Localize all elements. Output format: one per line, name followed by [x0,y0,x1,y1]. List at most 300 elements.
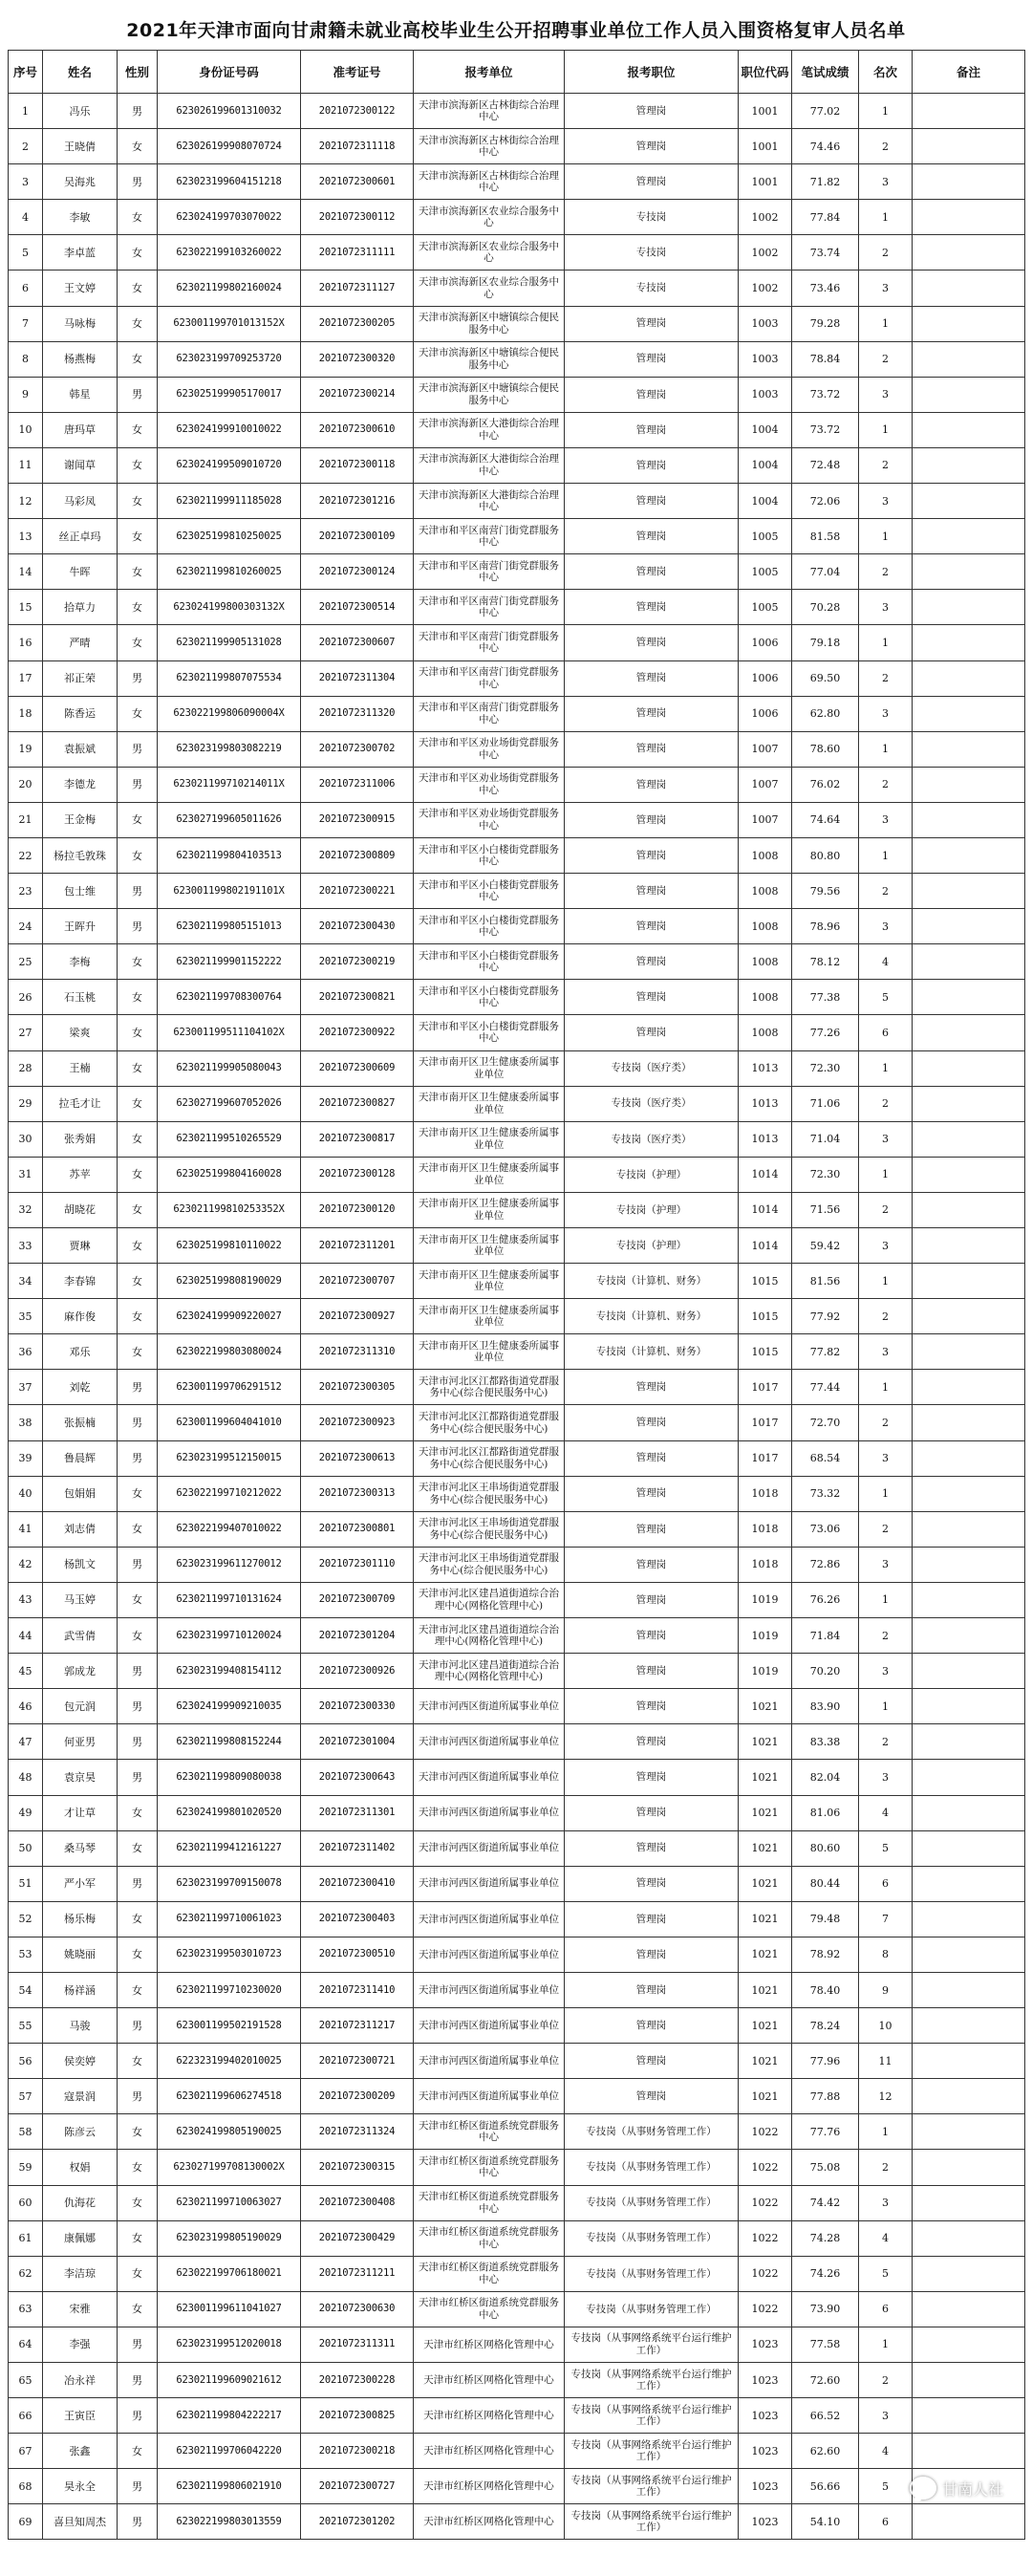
cell-exam-number: 2021072300122 [301,94,414,129]
cell-position: 管理岗 [565,164,739,200]
cell-score: 72.60 [792,2363,859,2398]
cell-position: 管理岗 [565,554,739,590]
cell-rank: 1 [859,1050,913,1086]
cell-id-number: 622323199402010025 [158,2044,301,2079]
cell-index: 52 [9,1901,43,1937]
table-row [9,1511,1025,1547]
cell-name: 杨祥涵 [43,1972,118,2007]
cell-position-code: 1021 [739,1795,792,1830]
cell-index: 24 [9,909,43,944]
cell-index: 33 [9,1228,43,1264]
cell-name: 马咏梅 [43,306,118,341]
table-row [9,2079,1025,2114]
cell-score: 54.10 [792,2504,859,2540]
cell-id-number: 623001199701013152X [158,306,301,341]
cell-name: 祁正荣 [43,660,118,696]
cell-unit: 天津市红桥区网格化管理中心 [414,2504,565,2540]
cell-name: 王文婷 [43,271,118,306]
cell-position: 专技岗 [565,271,739,306]
cell-position-code: 1022 [739,2185,792,2220]
cell-unit: 天津市和平区小白楼街党群服务中心 [414,944,565,980]
cell-position-code: 1003 [739,306,792,341]
cell-position: 管理岗 [565,94,739,129]
cell-gender: 男 [118,1760,158,1795]
cell-gender: 男 [118,1370,158,1405]
cell-index: 47 [9,1724,43,1760]
cell-position-code: 1003 [739,377,792,412]
cell-gender: 女 [118,1086,158,1121]
cell-id-number: 623021199805151013 [158,909,301,944]
cell-score: 83.90 [792,1689,859,1724]
cell-remark [913,2008,1025,2044]
cell-score: 78.12 [792,944,859,980]
cell-index: 17 [9,660,43,696]
cell-remark [913,271,1025,306]
cell-index: 15 [9,590,43,625]
table-row [9,625,1025,660]
cell-remark [913,2044,1025,2079]
cell-remark [913,2398,1025,2434]
table-row [9,944,1025,980]
table-row [9,554,1025,590]
cell-position-code: 1005 [739,554,792,590]
cell-rank: 7 [859,1901,913,1937]
cell-unit: 天津市滨海新区中塘镇综合便民服务中心 [414,341,565,377]
cell-gender: 女 [118,306,158,341]
cell-id-number: 623024199909220027 [158,1299,301,1334]
cell-remark [913,519,1025,554]
cell-exam-number: 2021072311111 [301,235,414,271]
cell-remark [913,980,1025,1015]
cell-name: 严晴 [43,625,118,660]
cell-exam-number: 2021072300643 [301,1760,414,1795]
table-row [9,1015,1025,1050]
cell-exam-number: 2021072300128 [301,1157,414,1192]
header-id-number: 身份证号码 [158,51,301,94]
cell-score: 78.60 [792,731,859,767]
cell-name: 杨乐梅 [43,1901,118,1937]
cell-position-code: 1008 [739,944,792,980]
cell-unit: 天津市和平区南营门街党群服务中心 [414,696,565,731]
cell-position: 管理岗 [565,1476,739,1511]
cell-position: 管理岗 [565,590,739,625]
cell-id-number: 623023199803082219 [158,731,301,767]
table-row [9,1157,1025,1192]
cell-remark [913,696,1025,731]
cell-rank: 5 [859,1830,913,1866]
cell-score: 74.42 [792,2185,859,2220]
cell-score: 62.80 [792,696,859,731]
cell-unit: 天津市红桥区街道系统党群服务中心 [414,2185,565,2220]
cell-index: 5 [9,235,43,271]
cell-id-number: 623023199503010723 [158,1937,301,1972]
cell-id-number: 623021199810253352X [158,1192,301,1227]
cell-position: 管理岗 [565,2044,739,2079]
cell-name: 鲁晨辉 [43,1440,118,1476]
cell-exam-number: 2021072311324 [301,2114,414,2150]
cell-gender: 女 [118,696,158,731]
table-row [9,484,1025,519]
table-row [9,341,1025,377]
cell-gender: 女 [118,1511,158,1547]
cell-name: 杨拉毛敦珠 [43,837,118,873]
cell-rank: 1 [859,2114,913,2150]
cell-unit: 天津市南开区卫生健康委所属事业单位 [414,1299,565,1334]
cell-position-code: 1004 [739,412,792,447]
cell-position-code: 1017 [739,1440,792,1476]
cell-position-code: 1022 [739,2220,792,2256]
cell-index: 44 [9,1618,43,1654]
cell-position: 专技岗（护理） [565,1192,739,1227]
cell-rank: 3 [859,164,913,200]
cell-score: 78.84 [792,341,859,377]
cell-gender: 男 [118,164,158,200]
cell-gender: 男 [118,377,158,412]
cell-unit: 天津市南开区卫生健康委所属事业单位 [414,1228,565,1264]
cell-score: 77.02 [792,94,859,129]
cell-gender: 女 [118,1582,158,1617]
cell-exam-number: 2021072300120 [301,1192,414,1227]
cell-exam-number: 2021072300124 [301,554,414,590]
cell-position: 专技岗（从事网络系统平台运行维护工作） [565,2504,739,2540]
cell-score: 80.80 [792,837,859,873]
cell-remark [913,1228,1025,1264]
cell-id-number: 623021199807075534 [158,660,301,696]
cell-unit: 天津市南开区卫生健康委所属事业单位 [414,1086,565,1121]
cell-rank: 1 [859,1370,913,1405]
cell-position-code: 1008 [739,874,792,909]
cell-position: 管理岗 [565,1689,739,1724]
cell-unit: 天津市河西区街道所属事业单位 [414,2079,565,2114]
cell-rank: 6 [859,1015,913,1050]
table-row [9,874,1025,909]
cell-index: 65 [9,2363,43,2398]
cell-position: 专技岗（从事财务管理工作） [565,2150,739,2185]
table-row [9,2044,1025,2079]
header-exam-number: 准考证号 [301,51,414,94]
cell-position-code: 1001 [739,129,792,164]
cell-exam-number: 2021072300825 [301,2398,414,2434]
cell-position-code: 1002 [739,200,792,235]
cell-index: 19 [9,731,43,767]
cell-rank: 3 [859,1654,913,1689]
cell-score: 72.86 [792,1547,859,1582]
cell-remark [913,94,1025,129]
cell-position: 专技岗（从事网络系统平台运行维护工作） [565,2327,739,2362]
table-row [9,1264,1025,1299]
cell-rank: 3 [859,271,913,306]
results-table [8,50,1025,2540]
cell-name: 侯奕婷 [43,2044,118,2079]
cell-unit: 天津市河西区街道所属事业单位 [414,1937,565,1972]
cell-remark [913,306,1025,341]
cell-position: 管理岗 [565,660,739,696]
cell-gender: 女 [118,1157,158,1192]
cell-unit: 天津市河西区街道所属事业单位 [414,1760,565,1795]
cell-unit: 天津市和平区小白楼街党群服务中心 [414,837,565,873]
watermark [910,2477,1003,2500]
cell-score: 77.44 [792,1370,859,1405]
cell-index: 39 [9,1440,43,1476]
cell-name: 姚晓丽 [43,1937,118,1972]
cell-index: 59 [9,2150,43,2185]
table-row [9,2327,1025,2362]
cell-index: 18 [9,696,43,731]
cell-score: 71.82 [792,164,859,200]
cell-remark [913,129,1025,164]
cell-name: 王寅臣 [43,2398,118,2434]
cell-position: 专技岗（医疗类） [565,1121,739,1157]
table-row [9,837,1025,873]
cell-rank: 12 [859,2079,913,2114]
cell-exam-number: 2021072311127 [301,271,414,306]
cell-rank: 2 [859,1299,913,1334]
cell-score: 83.38 [792,1724,859,1760]
cell-position-code: 1021 [739,2044,792,2079]
cell-gender: 女 [118,625,158,660]
cell-index: 42 [9,1547,43,1582]
cell-score: 71.06 [792,1086,859,1121]
cell-remark [913,1972,1025,2007]
cell-exam-number: 2021072300702 [301,731,414,767]
cell-name: 郭成龙 [43,1654,118,1689]
cell-remark [913,1654,1025,1689]
cell-gender: 女 [118,1192,158,1227]
cell-name: 马玉婷 [43,1582,118,1617]
cell-position-code: 1005 [739,590,792,625]
cell-remark [913,1618,1025,1654]
cell-position-code: 1005 [739,519,792,554]
cell-remark [913,554,1025,590]
cell-position-code: 1017 [739,1405,792,1440]
cell-unit: 天津市红桥区街道系统党群服务中心 [414,2114,565,2150]
cell-score: 56.66 [792,2469,859,2504]
cell-rank: 6 [859,1866,913,1901]
cell-index: 1 [9,94,43,129]
cell-exam-number: 2021072300430 [301,909,414,944]
cell-index: 32 [9,1192,43,1227]
cell-position: 管理岗 [565,1937,739,1972]
cell-id-number: 623021199806021910 [158,2469,301,2504]
cell-exam-number: 2021072301216 [301,484,414,519]
cell-rank: 3 [859,2398,913,2434]
cell-score: 78.24 [792,2008,859,2044]
cell-id-number: 623021199802160024 [158,271,301,306]
header-rank: 名次 [859,51,913,94]
cell-position-code: 1015 [739,1299,792,1334]
cell-position: 管理岗 [565,1760,739,1795]
cell-unit: 天津市河西区街道所属事业单位 [414,1689,565,1724]
cell-id-number: 623023199709253720 [158,341,301,377]
cell-position: 管理岗 [565,341,739,377]
cell-exam-number: 2021072311402 [301,1830,414,1866]
cell-exam-number: 2021072300320 [301,341,414,377]
header-position-code: 职位代码 [739,51,792,94]
cell-position-code: 1018 [739,1476,792,1511]
cell-rank: 2 [859,341,913,377]
cell-remark [913,1689,1025,1724]
cell-remark [913,1866,1025,1901]
cell-unit: 天津市和平区小白楼街党群服务中心 [414,874,565,909]
cell-remark [913,2114,1025,2150]
cell-position: 管理岗 [565,1618,739,1654]
cell-id-number: 623001199611041027 [158,2291,301,2327]
cell-name: 李德龙 [43,767,118,802]
table-row [9,731,1025,767]
cell-remark [913,2504,1025,2540]
cell-score: 70.20 [792,1654,859,1689]
cell-name: 杨凯文 [43,1547,118,1582]
cell-remark [913,1121,1025,1157]
cell-remark [913,377,1025,412]
cell-index: 3 [9,164,43,200]
header-unit: 报考单位 [414,51,565,94]
cell-index: 63 [9,2291,43,2327]
cell-rank: 1 [859,519,913,554]
cell-position-code: 1021 [739,1689,792,1724]
cell-gender: 男 [118,2008,158,2044]
cell-unit: 天津市滨海新区古林街综合治理中心 [414,94,565,129]
cell-index: 16 [9,625,43,660]
table-row [9,1972,1025,2007]
cell-remark [913,447,1025,483]
cell-position-code: 1001 [739,164,792,200]
cell-position: 管理岗 [565,412,739,447]
cell-position-code: 1022 [739,2291,792,2327]
cell-id-number: 623021199706042220 [158,2434,301,2469]
cell-name: 陈彦云 [43,2114,118,2150]
cell-gender: 女 [118,944,158,980]
cell-remark [913,235,1025,271]
cell-name: 刘志倩 [43,1511,118,1547]
table-row [9,1299,1025,1334]
cell-remark [913,2327,1025,2362]
cell-unit: 天津市滨海新区古林街综合治理中心 [414,164,565,200]
cell-position-code: 1023 [739,2434,792,2469]
cell-id-number: 623021199708300764 [158,980,301,1015]
cell-position-code: 1001 [739,94,792,129]
cell-unit: 天津市河西区街道所属事业单位 [414,2008,565,2044]
cell-index: 53 [9,1937,43,1972]
table-row [9,2114,1025,2150]
cell-index: 34 [9,1264,43,1299]
table-row [9,1689,1025,1724]
cell-index: 69 [9,2504,43,2540]
cell-id-number: 623001199802191101X [158,874,301,909]
table-row [9,2504,1025,2540]
cell-rank: 2 [859,1086,913,1121]
cell-name: 宋雅 [43,2291,118,2327]
cell-id-number: 623027199607052026 [158,1086,301,1121]
cell-gender: 女 [118,1299,158,1334]
cell-position-code: 1014 [739,1192,792,1227]
cell-exam-number: 2021072311211 [301,2256,414,2291]
cell-position-code: 1021 [739,1901,792,1937]
cell-unit: 天津市河西区街道所属事业单位 [414,1724,565,1760]
cell-index: 61 [9,2220,43,2256]
cell-remark [913,2256,1025,2291]
cell-index: 26 [9,980,43,1015]
table-row [9,1547,1025,1582]
cell-index: 14 [9,554,43,590]
cell-id-number: 623022199806090004X [158,696,301,731]
cell-position-code: 1023 [739,2398,792,2434]
cell-score: 71.04 [792,1121,859,1157]
header-index: 序号 [9,51,43,94]
cell-id-number: 623021199710131624 [158,1582,301,1617]
table-row [9,1370,1025,1405]
cell-score: 72.30 [792,1157,859,1192]
cell-score: 72.06 [792,484,859,519]
cell-exam-number: 2021072300927 [301,1299,414,1334]
cell-unit: 天津市红桥区网格化管理中心 [414,2363,565,2398]
cell-index: 40 [9,1476,43,1511]
cell-name: 马骏 [43,2008,118,2044]
cell-name: 苏苹 [43,1157,118,1192]
cell-position: 管理岗 [565,2008,739,2044]
cell-position-code: 1002 [739,271,792,306]
cell-unit: 天津市和平区小白楼街党群服务中心 [414,1015,565,1050]
cell-unit: 天津市南开区卫生健康委所属事业单位 [414,1264,565,1299]
cell-name: 寇景润 [43,2079,118,2114]
table-row [9,980,1025,1015]
cell-exam-number: 2021072300408 [301,2185,414,2220]
cell-score: 78.96 [792,909,859,944]
cell-position: 管理岗 [565,767,739,802]
cell-position-code: 1023 [739,2469,792,2504]
cell-exam-number: 2021072300610 [301,412,414,447]
cell-exam-number: 2021072300630 [301,2291,414,2327]
cell-index: 4 [9,200,43,235]
cell-position-code: 1007 [739,802,792,837]
cell-position-code: 1015 [739,1264,792,1299]
cell-position: 管理岗 [565,447,739,483]
cell-exam-number: 2021072300613 [301,1440,414,1476]
table-row [9,94,1025,129]
cell-unit: 天津市和平区劝业场街党群服务中心 [414,802,565,837]
table-row [9,1192,1025,1227]
cell-name: 昊永全 [43,2469,118,2504]
table-row [9,2256,1025,2291]
cell-name: 马彩凤 [43,484,118,519]
cell-index: 8 [9,341,43,377]
cell-remark [913,1015,1025,1050]
cell-position: 管理岗 [565,1724,739,1760]
cell-unit: 天津市河北区建昌道街道综合治理中心(网格化管理中心) [414,1618,565,1654]
cell-gender: 女 [118,412,158,447]
cell-rank: 1 [859,1582,913,1617]
cell-score: 77.84 [792,200,859,235]
cell-gender: 女 [118,271,158,306]
table-row [9,1830,1025,1866]
cell-position: 专技岗（从事网络系统平台运行维护工作） [565,2469,739,2504]
cell-rank: 5 [859,980,913,1015]
cell-gender: 女 [118,1050,158,1086]
cell-gender: 男 [118,1547,158,1582]
cell-position-code: 1017 [739,1370,792,1405]
cell-index: 58 [9,2114,43,2150]
cell-score: 79.48 [792,1901,859,1937]
cell-index: 57 [9,2079,43,2114]
cell-remark [913,484,1025,519]
cell-position: 专技岗（从事财务管理工作） [565,2256,739,2291]
cell-id-number: 623022199706180021 [158,2256,301,2291]
cell-score: 77.26 [792,1015,859,1050]
cell-gender: 女 [118,1228,158,1264]
cell-unit: 天津市河北区江都路街道党群服务中心(综合便民服务中心) [414,1405,565,1440]
cell-rank: 4 [859,2220,913,2256]
cell-gender: 女 [118,1795,158,1830]
